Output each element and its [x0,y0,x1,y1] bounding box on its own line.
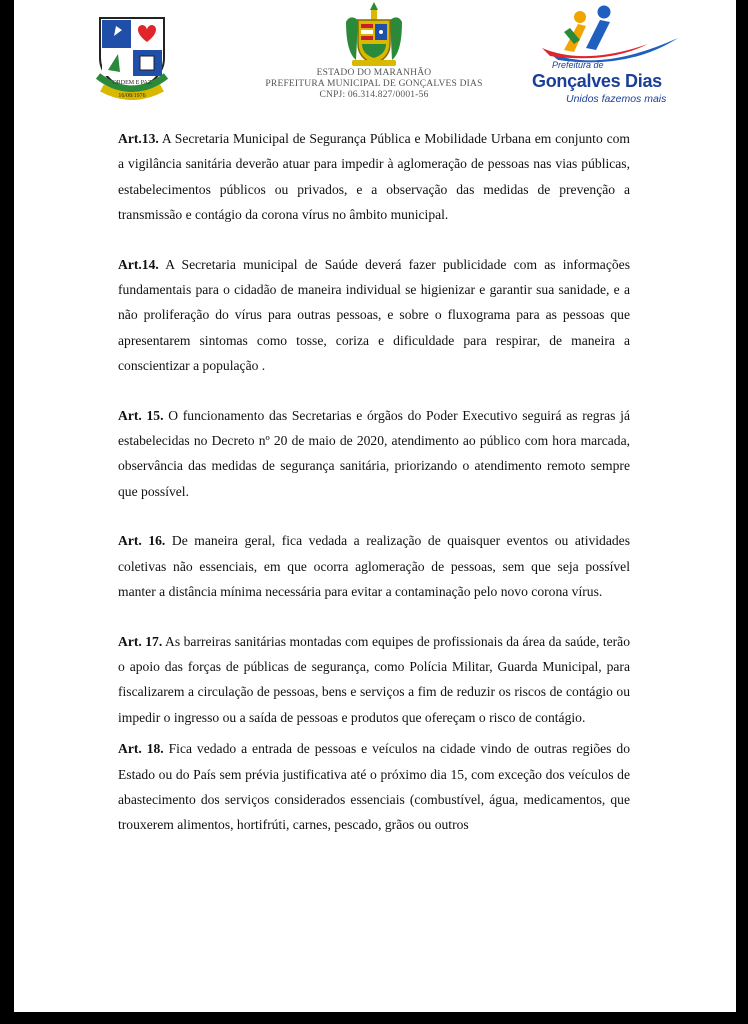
article-label: Art. 15. [118,407,164,423]
article-18 [118,736,630,838]
article-label: Art.13. [118,131,159,146]
article-text: A Secretaria municipal de Saúde deverá fazer publicidade com as informações fundamentais para o cidadão de maneira individual se higienizar e garantir sua sanidade, e a não proliferação do vírus para outras pessoas, e sobre o fluxograma para as pessoas que apresentarem sintomas como tosse, coriza e dificuldade para respirar, de maneira a conscientizar a população . [118,256,630,374]
municipal-coat-of-arms-logo [92,12,172,100]
article-14 [118,252,630,379]
brand-prefix: Prefeitura de [552,60,604,70]
article-text: O funcionamento das Secretarias e órgãos do Poder Executivo seguirá as regras já estabelecidas no Decreto nº 20 de maio de 2020, atendimento ao público com hora marcada, observância das medidas de segurança sanitária, priorizando o atendimento remoto sempre que possível. [118,407,630,499]
article-13 [118,126,630,228]
state-coat-of-arms-icon [338,0,410,68]
article-text: De maneira geral, fica vedada a realização de quaisquer eventos ou atividades coletivas não essenciais, em que ocorra aglomeração de pessoas, sem que seja possível manter a distância mínima necessária para evitar a contaminação pelo novo corona vírus. [118,533,631,600]
letterhead-center [244,0,504,101]
state-name: ESTADO DO MARANHÃO [316,68,432,78]
left-logo-date: 16/08/1976 [118,93,146,99]
article-label: Art. 18. [118,741,164,757]
brand-town-name: Gonçalves Dias [532,71,662,91]
article-15 [118,403,630,505]
decree-body [118,126,630,838]
article-label: Art.14. [118,256,159,272]
left-logo-motto: ORDEM E PAZ [112,80,152,86]
prefecture-brand-logo [528,4,688,104]
document-page [14,0,736,1012]
article-17 [118,629,630,731]
cnpj: CNPJ: 06.314.827/0001-56 [319,90,429,100]
prefecture-name: PREFEITURA MUNICIPAL DE GONÇALVES DIAS [265,79,483,89]
article-text: Fica vedado a entrada de pessoas e veículos na cidade vindo de outras regiões do Estado ou do País sem prévia justificativa até o próximo dia 15, com exceção dos veículos de abastecimento dos serviços considerados essenciais (combustível, água, medicamentos, que trouxerem alimentos, hortifrúti, carnes, pescado, grãos ou outros [118,741,630,833]
letterhead [14,0,736,112]
article-text: As barreiras sanitárias montadas com equipes de profissionais da área da saúde, terão o apoio das forças de públicas de segurança, como Polícia Militar, Guarda Municipal, para fiscalizarem a circulação de pessoas, bens e serviços a fim de reduzir os riscos de contágio ou impedir o ingresso ou a saída de pessoas e produtos que ofereçam o risco de contágio. [118,633,630,725]
article-label: Art. 17. [118,633,163,649]
brand-motto: Unidos fazemos mais [566,93,667,105]
article-text: A Secretaria Municipal de Segurança Pública e Mobilidade Urbana em conjunto com a vigilância sanitária deverão atuar para impedir à aglomeração de pessoas nas vias públicas, estabelecimentos públicos ou privados, e a observação das medidas de prevenção a transmissão e contágio da corona vírus no âmbito municipal. [118,131,631,223]
article-label: Art. 16. [118,533,166,549]
article-16 [118,528,630,604]
